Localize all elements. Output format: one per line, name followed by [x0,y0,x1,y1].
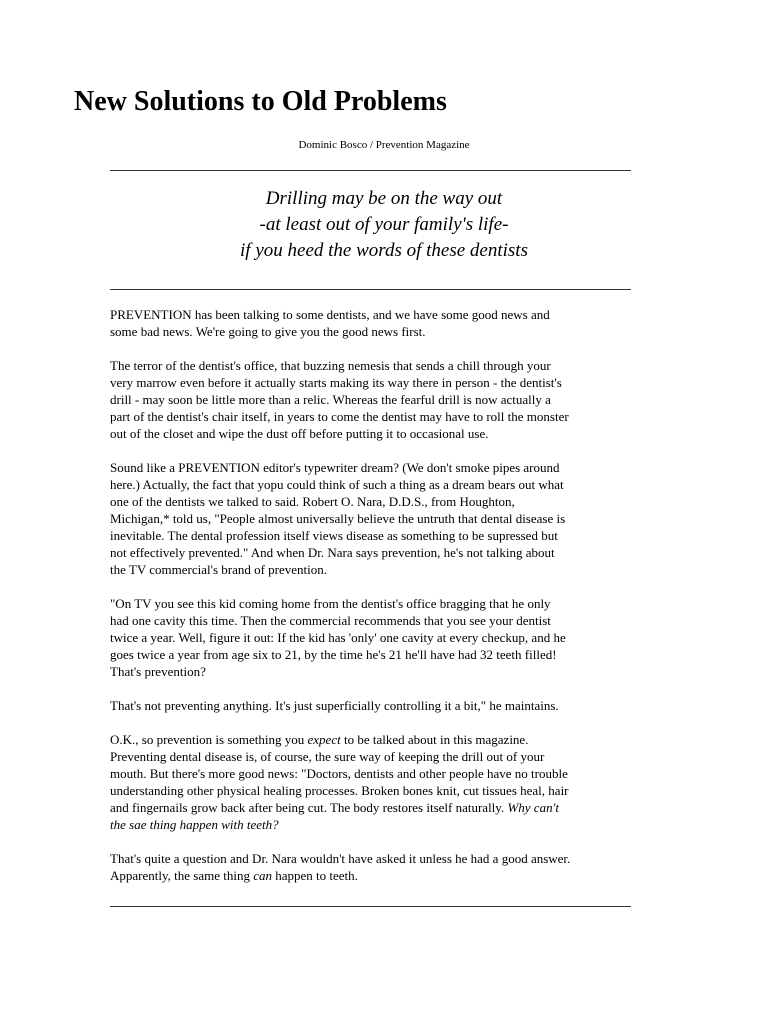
text-run: PREVENTION has been talking to some dentists, and we have some good news and [110,307,550,322]
article-byline: Dominic Bosco / Prevention Magazine [298,139,470,151]
top-divider [110,170,631,171]
text-run: Preventing dental disease is, of course, the sure way of keeping the drill out of your [110,749,545,764]
text-run: inevitable. The dental profession itself views disease as something to be supressed but [110,528,558,543]
paragraph-line [110,765,635,782]
text-run: part of the dentist's chair itself, in years to come the dentist may have to roll the monster [110,409,569,424]
text-run: That's quite a question and Dr. Nara wouldn't have asked it unless he had a good answer. [110,851,571,866]
text-run: and fingernails grow back after being cut. The body restores itself naturally. [110,800,508,815]
italic-text: expect [307,732,341,747]
body-paragraph [110,850,635,884]
text-run: drill - may soon be little more than a relic. Whereas the fearful drill is now actually a [110,392,551,407]
deck-line: Drilling may be on the way out [265,188,503,209]
body-paragraph [110,731,635,833]
text-run: understanding other physical healing processes. Broken bones knit, cut tissues heal, hair [110,783,569,798]
text-run: to be talked about in this magazine. [340,732,529,747]
text-run: had one cavity this time. Then the commercial recommends that you see your dentist [110,613,551,628]
text-run: one of the dentists we talked to said. Robert O. Nara, D.D.S., from Houghton, [110,494,515,509]
paragraph-line [110,799,635,816]
paragraph-line [110,493,635,510]
paragraph-line [110,561,635,578]
body-paragraph [110,459,635,578]
text-run: O.K., so prevention is something you [110,732,308,747]
text-run: very marrow even before it actually starts making its way there in person - the dentist's [110,375,562,390]
paragraph-line [110,357,635,374]
italic-text: can [253,868,272,883]
paragraph-line [110,629,635,646]
paragraph-line [110,816,635,833]
paragraph-line [110,544,635,561]
text-run: here.) Actually, the fact that yopu could think of such a thing as a dream bears out what [110,477,564,492]
text-run: goes twice a year from age six to 21, by the time he's 21 he'll have had 32 teeth filled! [110,647,557,662]
paragraph-line [110,697,635,714]
paragraph-line [110,867,635,884]
text-run: The terror of the dentist's office, that buzzing nemesis that sends a chill through your [110,358,551,373]
paragraph-line [110,646,635,663]
paragraph-line [110,850,635,867]
body-paragraph [110,357,635,442]
text-run: Apparently, the same thing [110,868,254,883]
bottom-divider [110,906,631,907]
paragraph-line [110,510,635,527]
text-run: not effectively prevented." And when Dr. Nara says prevention, he's not talking about [110,545,555,560]
paragraph-line [110,323,635,340]
paragraph-line [110,459,635,476]
body-paragraph [110,306,635,340]
text-run: Michigan,* told us, "People almost universally believe the untruth that dental disease is [110,511,566,526]
paragraph-line [110,476,635,493]
paragraph-line [110,391,635,408]
article-body [110,306,635,901]
text-run: That's not preventing anything. It's just superficially controlling it a bit," he maintains. [110,698,559,713]
text-run: mouth. But there's more good news: "Doctors, dentists and other people have no trouble [110,766,568,781]
text-run: That's prevention? [110,664,206,679]
text-run: some bad news. We're going to give you the good news first. [110,324,426,339]
paragraph-line [110,663,635,680]
paragraph-line [110,425,635,442]
text-run: Sound like a PREVENTION editor's typewriter dream? (We don't smoke pipes around [110,460,560,475]
text-run: out of the closet and wipe the dust off before putting it to occasional use. [110,426,489,441]
paragraph-line [110,748,635,765]
text-run: happen to teeth. [271,868,358,883]
paragraph-line [110,408,635,425]
paragraph-line [110,612,635,629]
italic-text: the sae thing happen with teeth? [110,817,279,832]
article-title: New Solutions to Old Problems [74,86,447,117]
deck-line: -at least out of your family's life- [259,214,509,235]
paragraph-line [110,782,635,799]
paragraph-line [110,731,635,748]
body-paragraph [110,595,635,680]
article-deck [0,186,768,264]
text-run: the TV commercial's brand of prevention. [110,562,328,577]
paragraph-line [110,595,635,612]
paragraph-line [110,527,635,544]
body-paragraph [110,697,635,714]
middle-divider [110,289,631,290]
paragraph-line [110,374,635,391]
paragraph-line [110,306,635,323]
deck-line: if you heed the words of these dentists [240,240,528,261]
text-run: "On TV you see this kid coming home from the dentist's office bragging that he only [110,596,551,611]
text-run: twice a year. Well, figure it out: If the kid has 'only' one cavity at every checkup, and he [110,630,566,645]
italic-text: Why can't [507,800,559,815]
